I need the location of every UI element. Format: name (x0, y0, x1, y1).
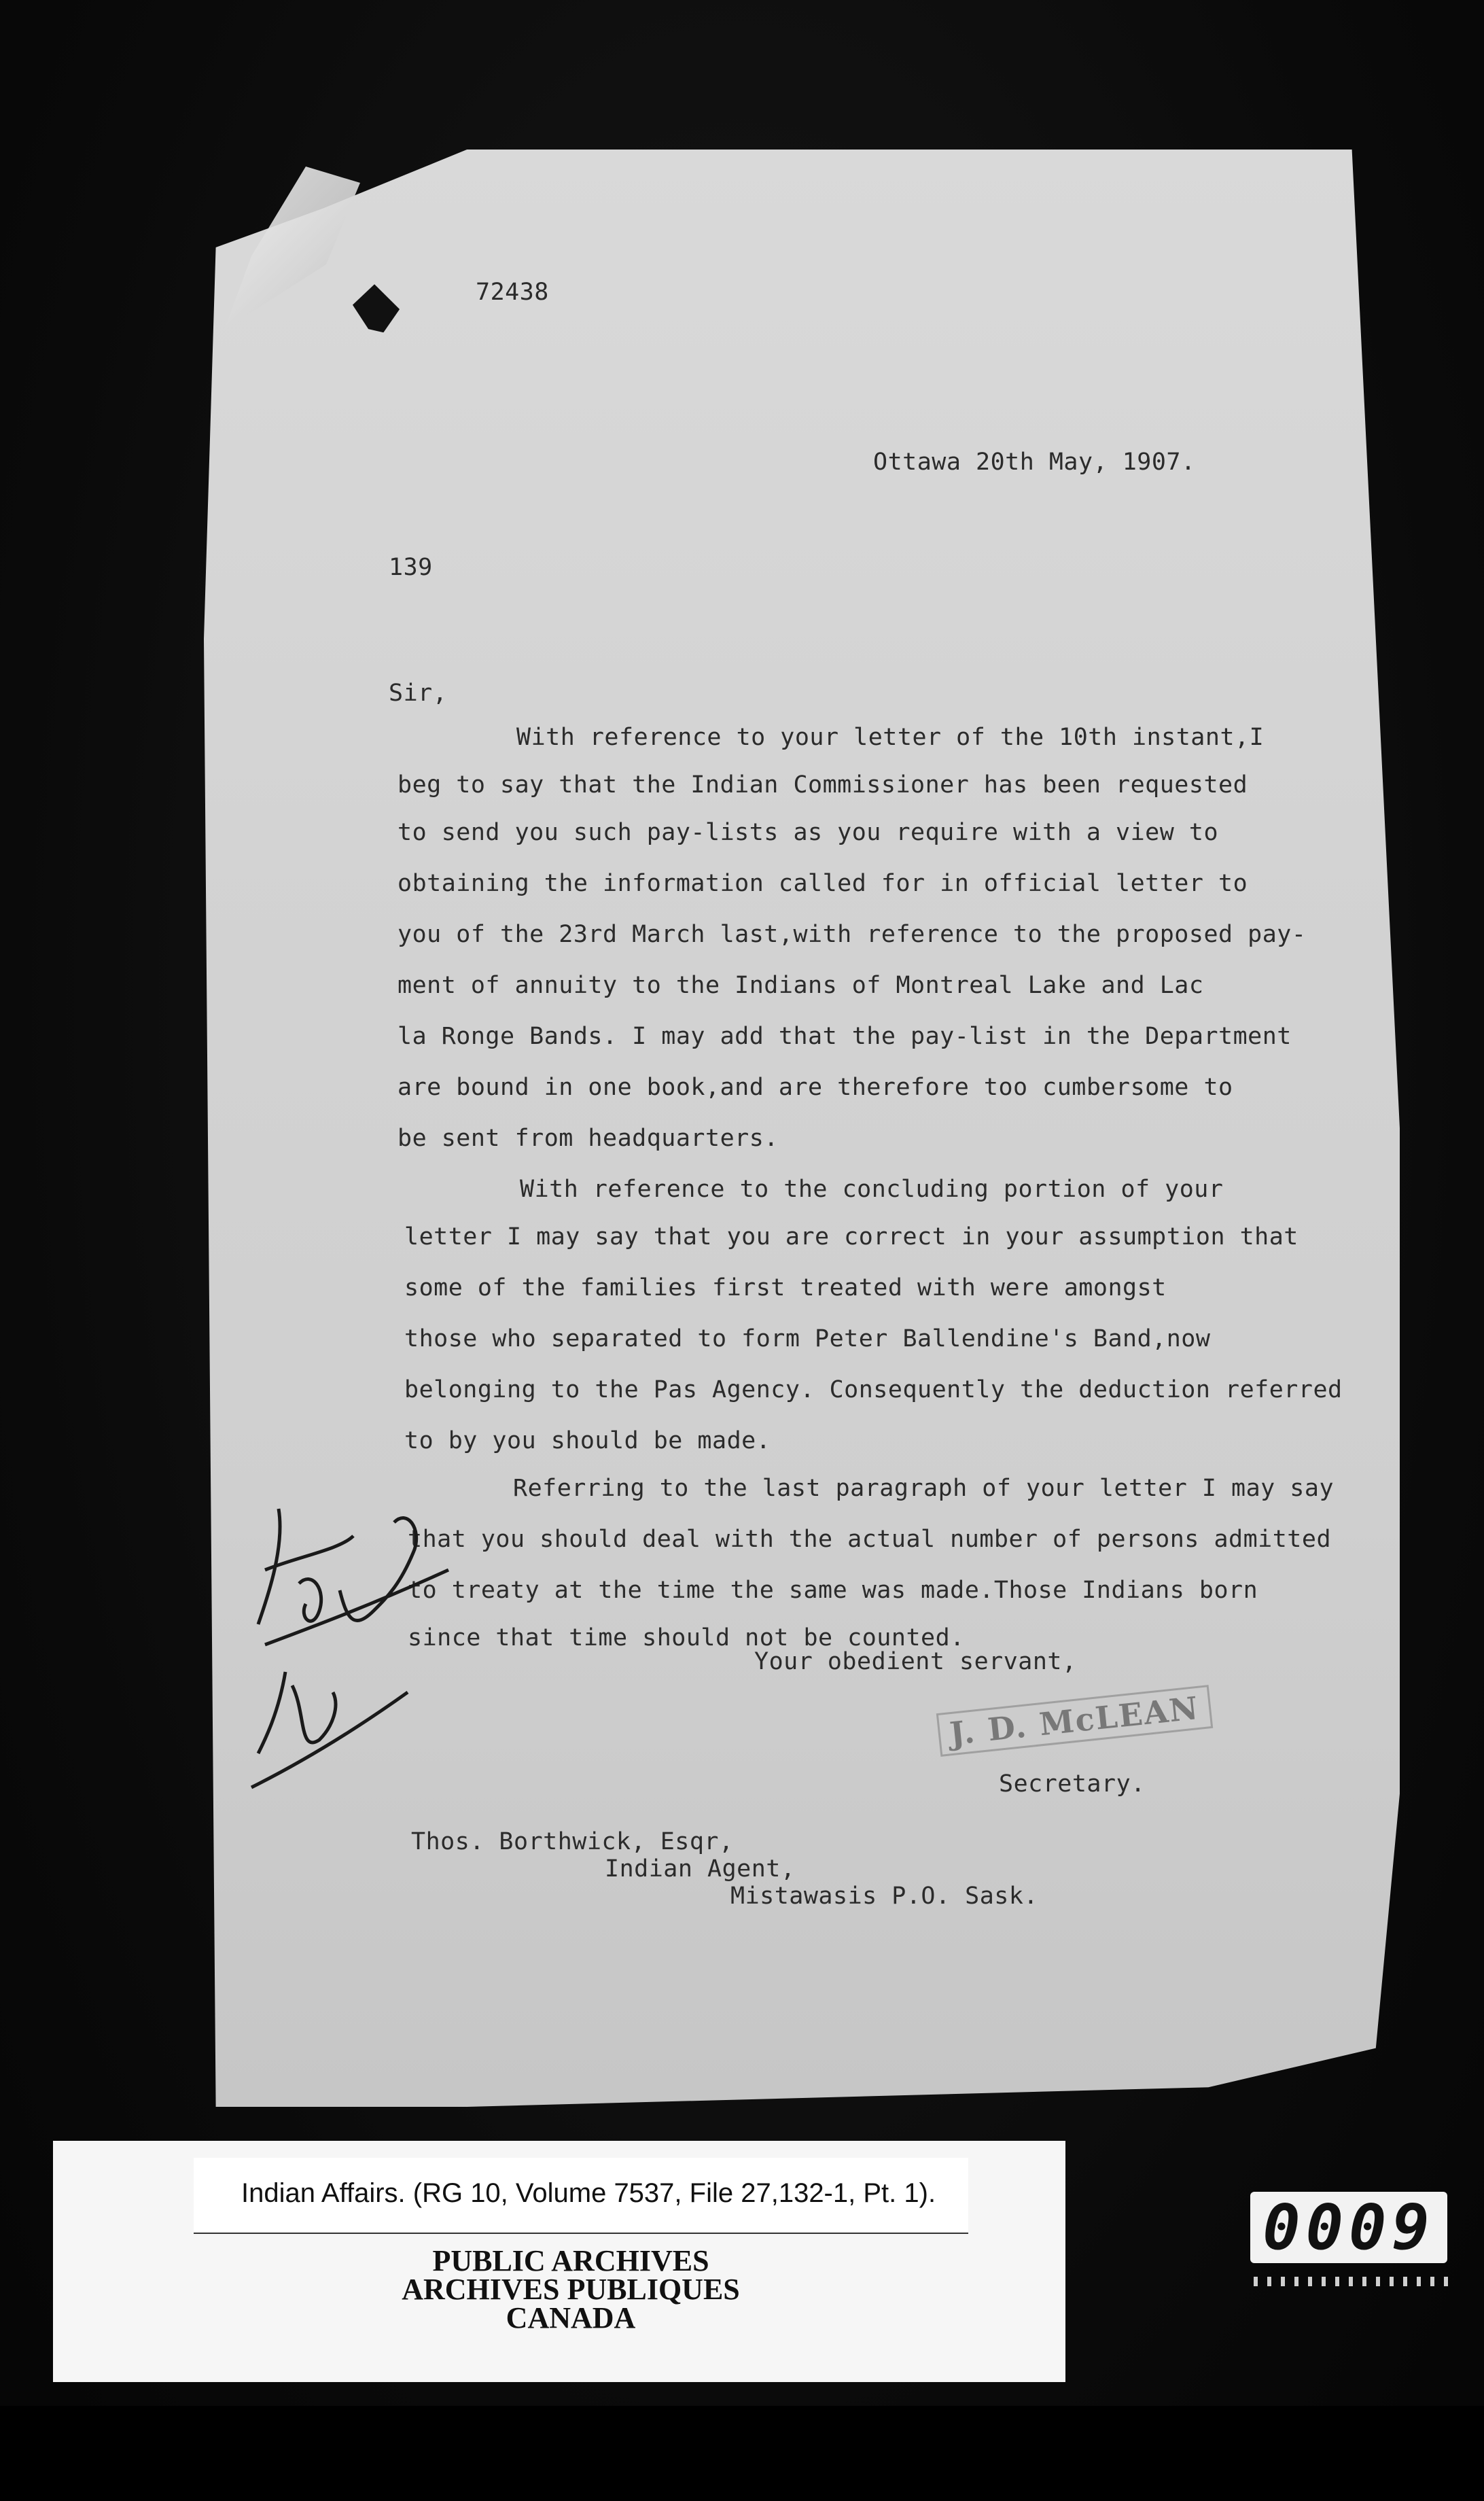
body-line: beg to say that the Indian Commissioner has been requested (398, 771, 1248, 799)
closing: Your obedient servant, (754, 1648, 1077, 1675)
frame-number: 0009 (1250, 2192, 1447, 2263)
file-number: 72438 (476, 279, 549, 306)
address-line: Thos. Borthwick, Esqr, (411, 1828, 734, 1855)
body-line: la Ronge Bands. I may add that the pay-list in the Department (398, 1023, 1292, 1050)
body-line: that you should deal with the actual number of persons admitted (408, 1526, 1332, 1553)
archive-name-fr: ARCHIVES PUBLIQUES (402, 2273, 740, 2306)
body-line: With reference to the concluding portion of your (520, 1176, 1224, 1203)
film-edge (0, 2406, 1484, 2501)
archive-country: CANADA (506, 2301, 636, 2334)
body-line: since that time should not be counted. (408, 1624, 965, 1651)
body-line: belonging to the Pas Agency. Consequently the deduction referred (404, 1376, 1343, 1403)
archive-reference: Indian Affairs. (RG 10, Volume 7537, File 27,132-1, Pt. 1). (241, 2178, 936, 2208)
body-line: to by you should be made. (404, 1427, 771, 1454)
body-line: Referring to the last paragraph of your letter I may say (513, 1475, 1335, 1502)
signatory-title: Secretary. (999, 1770, 1146, 1798)
body-line: to treaty at the time the same was made.Those Indians born (408, 1577, 1258, 1604)
body-line: you of the 23rd March last,with reference to the proposed pay- (398, 921, 1307, 948)
body-line: some of the families first treated with were amongst (404, 1274, 1167, 1301)
body-line: be sent from headquarters. (398, 1125, 779, 1152)
frame-ticks (1254, 2277, 1451, 2286)
dateline: Ottawa 20th May, 1907. (873, 449, 1196, 476)
address-line: Indian Agent, (605, 1855, 796, 1883)
body-line: ment of annuity to the Indians of Montreal Lake and Lac (398, 972, 1204, 999)
reference-number: 139 (389, 554, 433, 581)
address-line: Mistawasis P.O. Sask. (730, 1883, 1039, 1910)
archive-name-en: PUBLIC ARCHIVES (432, 2244, 709, 2277)
body-line: those who separated to form Peter Ballendine's Band,now (404, 1325, 1211, 1352)
body-line: are bound in one book,and are therefore too cumbersome to (398, 1074, 1233, 1101)
signature-stamp: J. D. McLEAN (936, 1685, 1213, 1757)
body-line: With reference to your letter of the 10th instant,I (516, 724, 1265, 751)
salutation: Sir, (389, 680, 448, 707)
body-line: to send you such pay-lists as you require with a view to (398, 819, 1219, 846)
body-line: obtaining the information called for in official letter to (398, 870, 1248, 897)
body-line: letter I may say that you are correct in your assumption that (404, 1223, 1298, 1250)
handwritten-initials (238, 1468, 462, 1821)
